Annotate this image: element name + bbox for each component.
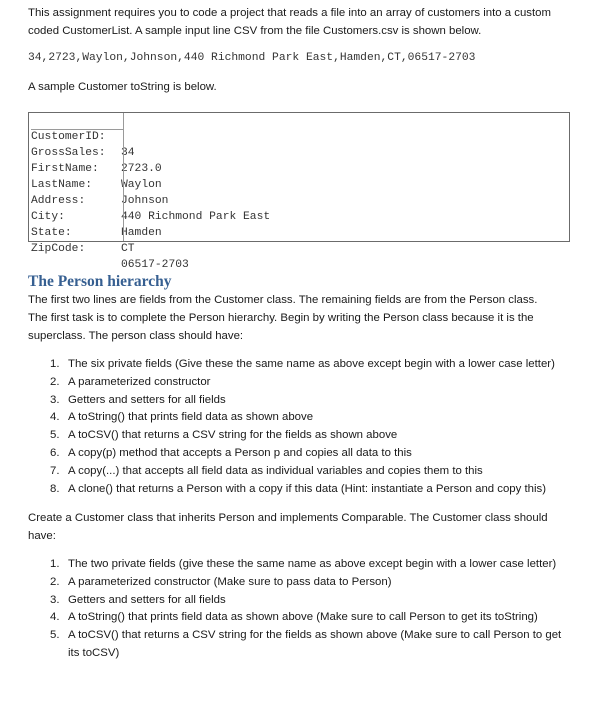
sample-key: Address: bbox=[31, 195, 86, 207]
sample-key: FirstName: bbox=[31, 163, 99, 175]
list-item: 5. A toCSV() that returns a CSV string for the fields as shown above (Make sure to call Person to get bbox=[50, 629, 562, 642]
sample-column-divider bbox=[29, 113, 124, 241]
sample-value: 440 Richmond Park East bbox=[121, 211, 271, 223]
list-item-text: The two private fields (give these the same name as above except begin with a lower case letter) bbox=[68, 558, 557, 570]
sample-value: 06517-2703 bbox=[121, 259, 189, 271]
sample-key: State: bbox=[31, 227, 72, 239]
customer-requirements-list bbox=[28, 556, 588, 663]
sample-value: CT bbox=[121, 243, 135, 255]
list-item: 1. The two private fields (give these the same name as above except begin with a lower case letter) bbox=[50, 558, 557, 570]
list-item-text: A copy(...) that accepts all field data as individual variables and copies them to this bbox=[68, 464, 483, 477]
list-item: 7. A copy(...) that accepts all field data as individual variables and copies them to this bbox=[50, 464, 483, 477]
list-item-text: A parameterized constructor (Make sure to pass data to Person) bbox=[68, 575, 392, 588]
list-item: 2. A parameterized constructor (Make sure to pass data to Person) bbox=[50, 575, 392, 588]
sample-key: ZipCode: bbox=[31, 243, 86, 255]
list-item-text: Getters and setters for all fields bbox=[68, 393, 226, 406]
list-item: 8. A clone() that returns a Person with a copy if this data (Hint: instantiate a Person and copy this) bbox=[50, 482, 547, 495]
list-item-text: The six private fields (Give these the same name as above except begin with a lower case letter) bbox=[68, 358, 555, 370]
sample-key: LastName: bbox=[31, 179, 93, 191]
list-item: 4. A toString() that prints field data as shown above (Make sure to call Person to get its toString) bbox=[50, 611, 538, 624]
list-item-text: A toCSV() that returns a CSV string for the fields as shown above bbox=[68, 429, 398, 442]
person-paragraph-line-2: The first task is to complete the Person hierarchy. Begin by writing the Person class because it is the bbox=[28, 312, 534, 324]
list-item: 4. A toString() that prints field data as shown above bbox=[50, 411, 314, 424]
list-item: 6. A copy(p) method that accepts a Person p and copies all data to this bbox=[50, 446, 412, 459]
list-item-text: A clone() that returns a Person with a copy if this data (Hint: instantiate a Person and copy this) bbox=[68, 482, 547, 495]
sample-value: 2723.0 bbox=[121, 163, 162, 175]
list-item-text: A parameterized constructor bbox=[68, 375, 211, 388]
intro-line-2: coded CustomerList. A sample input line CSV from the file Customers.csv is shown below. bbox=[28, 25, 482, 37]
list-item-text: A toString() that prints field data as shown above (Make sure to call Person to get its toString) bbox=[68, 611, 538, 624]
list-item: 1. The six private fields (Give these the same name as above except begin with a lower case letter) bbox=[50, 358, 555, 370]
person-paragraph-line-1: The first two lines are fields from the Customer class. The remaining fields are from the Person class. bbox=[28, 294, 538, 306]
tostring-intro: A sample Customer toString is below. bbox=[28, 81, 217, 93]
list-item-text: A toString() that prints field data as shown above bbox=[68, 411, 314, 424]
sample-value: 34 bbox=[121, 147, 135, 159]
list-item: 5. A toCSV() that returns a CSV string for the fields as shown above bbox=[50, 429, 398, 442]
list-item-text: A copy(p) method that accepts a Person p and copies all data to this bbox=[68, 446, 412, 459]
list-item-continuation bbox=[28, 645, 588, 663]
sample-key: GrossSales: bbox=[31, 147, 106, 159]
customer-paragraph-line-1: Create a Customer class that inherits Person and implements Comparable. The Customer class should bbox=[28, 512, 548, 524]
sample-value: Waylon bbox=[121, 179, 162, 191]
csv-sample-line: 34,2723,Waylon,Johnson,440 Richmond Park East,Hamden,CT,06517-2703 bbox=[28, 52, 476, 64]
person-heading: The Person hierarchy bbox=[28, 273, 172, 290]
intro-line-1: This assignment requires you to code a project that reads a file into an array of customers into a custom bbox=[28, 7, 551, 19]
list-item: 3. Getters and setters for all fields bbox=[50, 593, 226, 606]
list-item: 2. A parameterized constructor bbox=[50, 375, 211, 388]
sample-value: Johnson bbox=[121, 195, 169, 207]
sample-key: City: bbox=[31, 211, 65, 223]
customer-paragraph-line-2: have: bbox=[28, 530, 56, 542]
person-requirements-list bbox=[28, 356, 588, 498]
list-item-text: A toCSV() that returns a CSV string for the fields as shown above (Make sure to call Person to get bbox=[68, 629, 562, 642]
sample-value: Hamden bbox=[121, 227, 162, 239]
tostring-sample-box bbox=[28, 112, 570, 271]
list-item: 3. Getters and setters for all fields bbox=[50, 393, 226, 406]
list-item-text: its toCSV) bbox=[68, 646, 120, 659]
sample-key: CustomerID: bbox=[31, 131, 106, 143]
list-item-text: Getters and setters for all fields bbox=[68, 593, 226, 606]
person-paragraph-line-3: superclass. The person class should have: bbox=[28, 330, 244, 342]
